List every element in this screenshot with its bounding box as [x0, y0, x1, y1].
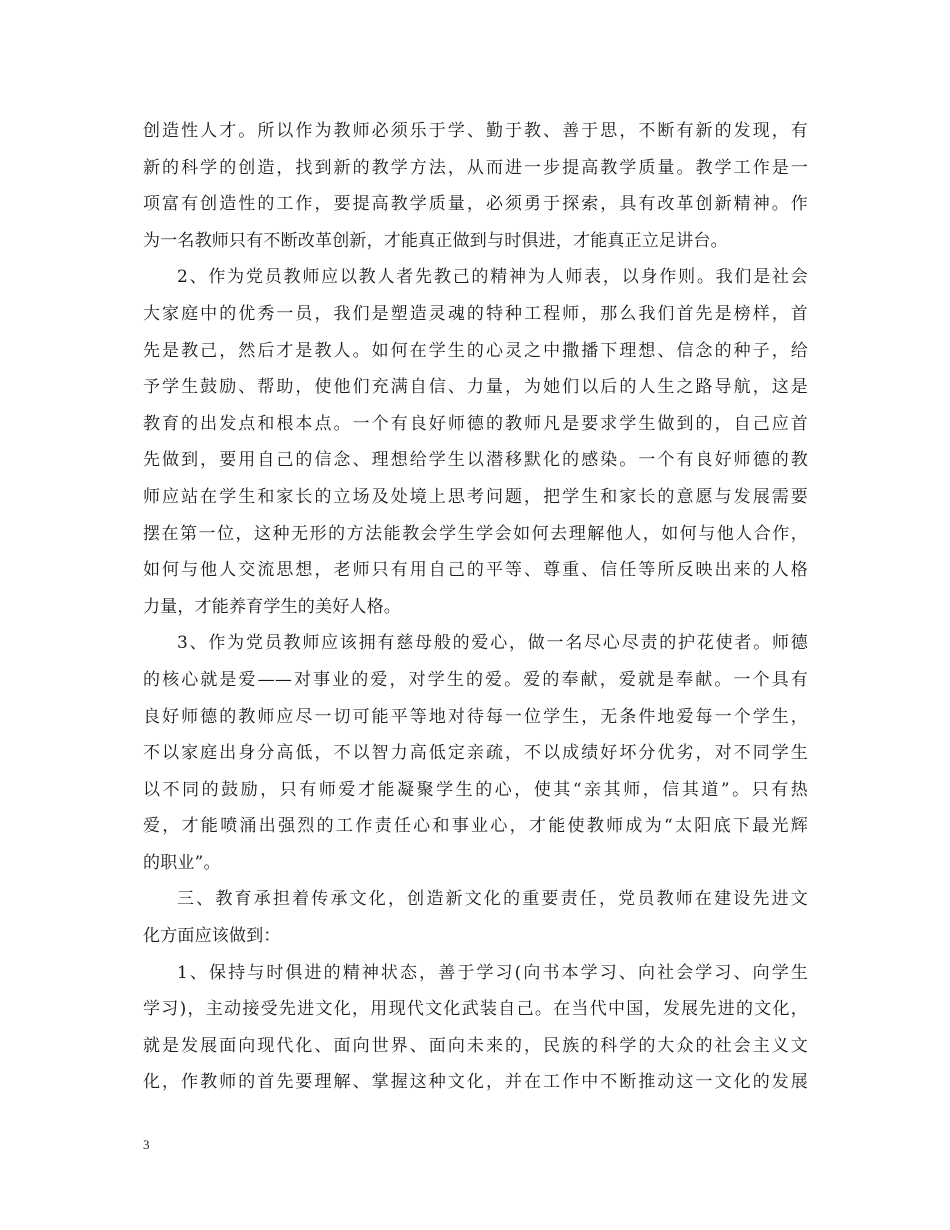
- text-line: 化，作教师的首先要理解、掌握这种文化，并在工作中不断推动这一文化的发展: [143, 1072, 808, 1093]
- text-line: 先是教己，然后才是教人。如何在学生的心灵之中撒播下理想、信念的种子，给: [143, 340, 808, 361]
- text-line: 如何与他人交流思想，老师只有用自己的平等、尊重、信任等所反映出来的人格: [143, 560, 808, 581]
- text-line: 新的科学的创造，找到新的教学方法，从而进一步提高教学质量。教学工作是一: [143, 157, 808, 178]
- text-line: 2、作为党员教师应以教人者先教己的精神为人师表，以身作则。我们是社会: [177, 267, 808, 288]
- page-number: 3: [143, 1137, 150, 1152]
- text-line: 不以家庭出身分高低，不以智力高低定亲疏，不以成绩好坏分优劣，对不同学生: [143, 743, 808, 764]
- text-line: 师应站在学生和家长的立场及处境上思考问题，把学生和家长的意愿与发展需要: [143, 486, 808, 507]
- text-line: 予学生鼓励、帮助，使他们充满自信、力量，为她们以后的人生之路导航，这是: [143, 377, 808, 398]
- text-line: 以不同的鼓励，只有师爱才能凝聚学生的心，使其“亲其师，信其道”。只有热: [143, 779, 808, 800]
- text-line: 1、保持与时俱进的精神状态，善于学习(向书本学习、向社会学习、向学生: [177, 962, 808, 983]
- text-line: 化方面应该做到：: [143, 926, 281, 947]
- text-line: 三、教育承担着传承文化，创造新文化的重要责任，党员教师在建设先进文: [177, 889, 808, 910]
- text-line: 大家庭中的优秀一员，我们是塑造灵魂的特种工程师，那么我们首先是榜样，首: [143, 303, 808, 324]
- text-line: 先做到，要用自己的信念、理想给学生以潜移默化的感染。一个有良好师德的教: [143, 450, 808, 471]
- text-line: 的核心就是爱——对事业的爱，对学生的爱。爱的奉献，爱就是奉献。一个具有: [143, 669, 808, 690]
- text-line: 摆在第一位，这种无形的方法能教会学生学会如何去理解他人，如何与他人合作，: [143, 523, 808, 544]
- text-line: 良好师德的教师应尽一切可能平等地对待每一位学生，无条件地爱每一个学生，: [143, 706, 808, 727]
- text-line: 为一名教师只有不断改革创新，才能真正做到与时俱进，才能真正立足讲台。: [143, 230, 728, 251]
- text-line: 力量，才能养育学生的美好人格。: [143, 596, 401, 617]
- text-line: 项富有创造性的工作，要提高教学质量，必须勇于探索，具有改革创新精神。作: [143, 194, 808, 215]
- text-line: 创造性人才。所以作为教师必须乐于学、勤于教、善于思，不断有新的发现，有: [143, 121, 808, 141]
- text-line: 爱，才能喷涌出强烈的工作责任心和事业心，才能使教师成为“太阳底下最光辉: [143, 816, 808, 837]
- text-line: 教育的出发点和根本点。一个有良好师德的教师凡是要求学生做到的，自己应首: [143, 413, 808, 434]
- text-line: 学习)，主动接受先进文化，用现代文化武装自己。在当代中国，发展先进的文化，: [143, 999, 808, 1020]
- text-line: 的职业”。: [143, 852, 221, 873]
- body-text: [143, 113, 808, 1101]
- text-line: 3、作为党员教师应该拥有慈母般的爱心，做一名尽心尽责的护花使者。师德: [177, 633, 808, 654]
- text-line: 就是发展面向现代化、面向世界、面向未来的，民族的科学的大众的社会主义文: [143, 1035, 808, 1056]
